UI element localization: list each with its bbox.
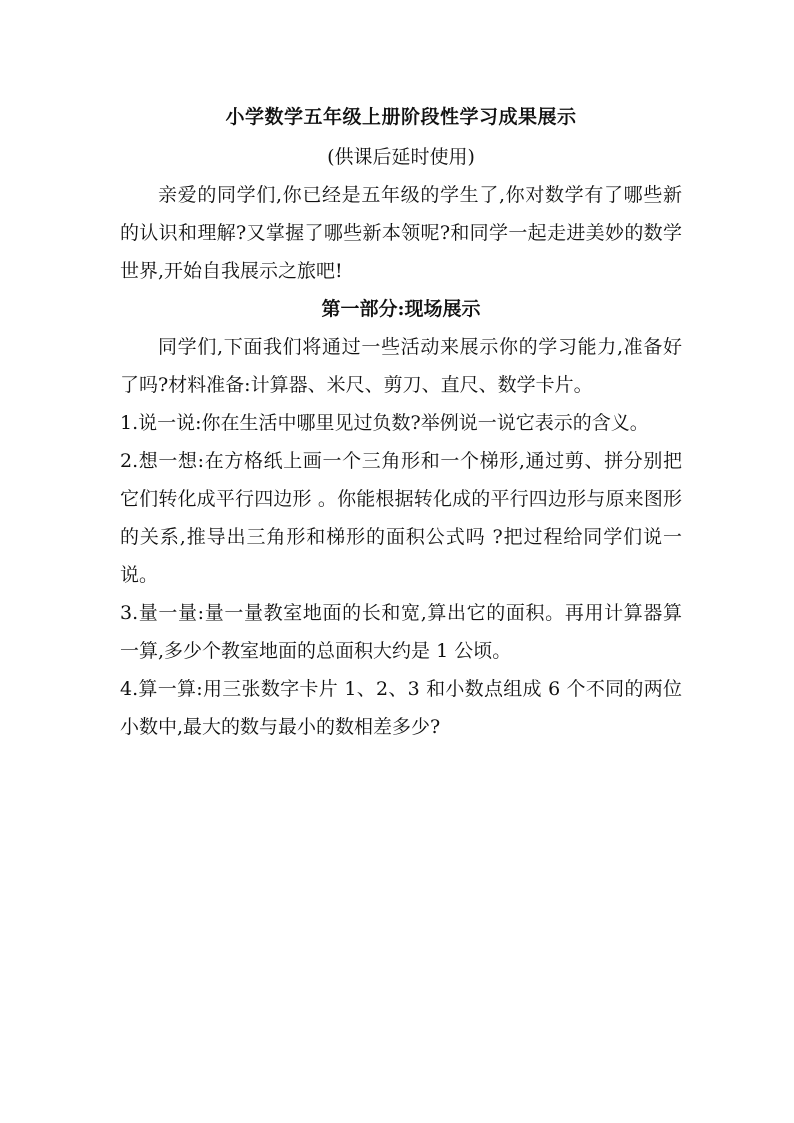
intro-paragraph: 亲爱的同学们,你已经是五年级的学生了,你对数学有了哪些新的认识和理解?又掌握了哪些新本领呢?和同学一起走进美妙的数学世界,开始自我展示之旅吧! bbox=[120, 184, 682, 282]
question-3: 3.量一量:量一量教室地面的长和宽,算出它的面积。再用计算器算一算,多少个教室地面的总面积大约是 1 公顷。 bbox=[120, 602, 682, 662]
document-title: 小学数学五年级上册阶段性学习成果展示 bbox=[225, 106, 577, 128]
question-2: 2.想一想:在方格纸上画一个三角形和一个梯形,通过剪、拼分别把它们转化成平行四边形 。你能根据转化成的平行四边形与原来图形的关系,推导出三角形和梯形的面积公式吗 ?把过程给同学们说一说。 bbox=[120, 450, 682, 586]
document-content bbox=[120, 98, 682, 746]
document-subtitle: (供课后延时使用) bbox=[327, 146, 475, 168]
question-4: 4.算一算:用三张数字卡片 1、2、3 和小数点组成 6 个不同的两位小数中,最大的数与最小的数相差多少? bbox=[120, 678, 682, 738]
section-intro-paragraph: 同学们,下面我们将通过一些活动来展示你的学习能力,准备好了吗?材料准备:计算器、米尺、剪刀、直尺、数学卡片。 bbox=[120, 336, 682, 396]
section-heading: 第一部分:现场展示 bbox=[321, 298, 481, 320]
question-1: 1.说一说:你在生活中哪里见过负数?举例说一说它表示的含义。 bbox=[120, 412, 649, 434]
